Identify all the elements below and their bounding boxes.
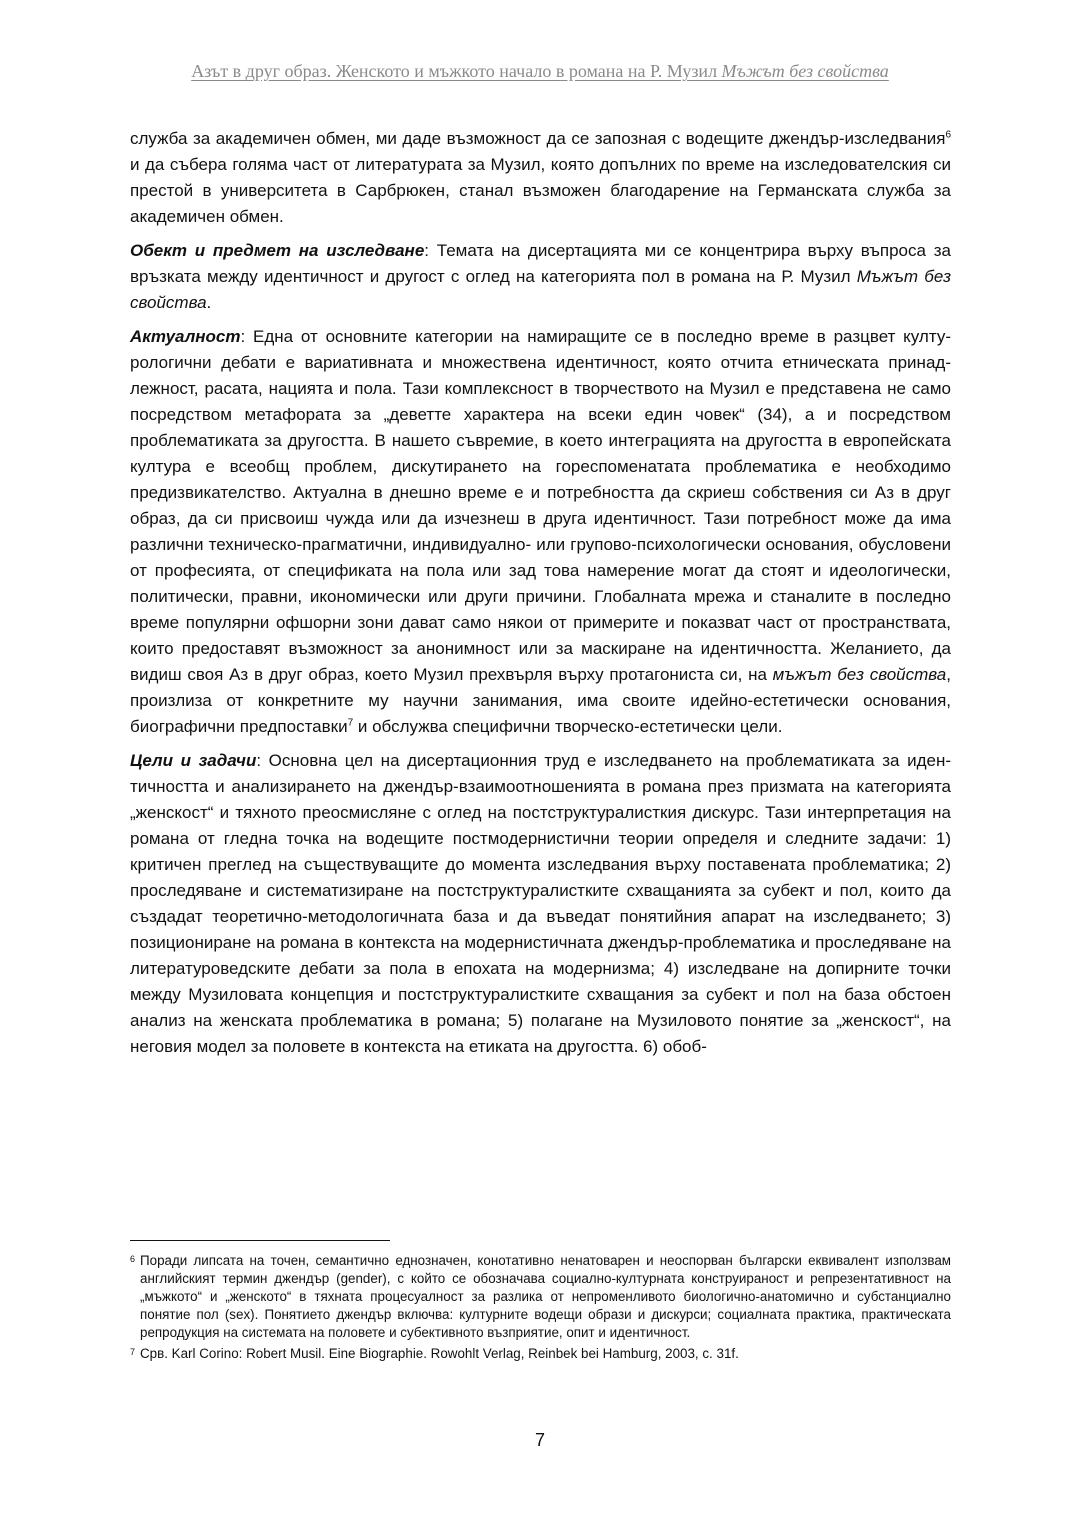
footnote-7 <box>130 1345 951 1363</box>
paragraph-intro <box>130 126 951 230</box>
paragraph-text: служба за академичен обмен, ми даде възможност да се запозная с водещите джендър-изследвания <box>130 129 946 148</box>
body-text <box>130 126 951 1068</box>
paragraph-object <box>130 238 951 316</box>
section-lead-object: Обект и предмет на изследване <box>130 241 425 260</box>
paragraph-text: , произлиза от конкретните му научни занимания, има своите идейно-естетически основания, биографични предпоставки <box>130 665 951 736</box>
running-header-title: Азът в друг образ. Женското и мъжкото начало в романа на Р. Музил <box>191 61 722 81</box>
paragraph-text: : Една от основните категории на намиращите се в последно време в разцвет културологични дебати е вариативната и множествена идентичност, която отчита етническата принадлежност, расата, нацията и пола. Тази комплексност в творчеството на Музил е представена не само посредством метафората за „деветте характера на всеки един човек“ (34), а и посредством проблематиката за другостта. В нашето съвремие, в което интеграцията на другостта в европейската култура е всеобщ проблем, дискутирането на гореспоменатата проблематика е необходимо предизвикателство. Актуална в днешно време е и потребността да скриеш собствения си Аз в друг образ, да си присвоиш чужда или да изчезнеш в друга идентичност. Тази потребност може да има различни техническо-прагматични, индивидуално- или групово-психологически основания, обусловени от професията, от спецификата на пола или зад това намерение могат да стоят и идеологически, политически, правни, икономически или други причини. Глобалната мрежа и станалите в последно време популярни офшорни зони дават само някои от примерите и показват част от пространствата, които предоставят възможност за анонимност или за маскиране на идентичността. Желанието, да видиш своя Аз в друг образ, което Музил прехвърля върху протагониста си, на <box>130 327 951 684</box>
section-lead-relevance: Актуалност <box>130 327 241 346</box>
paragraph-text: : Основна цел на дисертационния труд е изследването на проблематиката за идентичността и анализирането на джендър-взаимоотношенията в романа през призмата на категорията „женскост“ и тяхното преосмисляне с оглед на постструктуралисткия дискурс. Тази интерпретация на романа от гледна точка на водещите постмодернистични теории определя и следните задачи: 1) критичен преглед на съществуващите до момента изследвания върху поставената проблематика; 2) проследяване и систематизиране на постструктуралистките схващанията за субект и пол, които да създадат теоретично-методологичната база и да въведат понятийния апарат на изследването; 3) позициониране на романа в контекста на модернистичната джендър-проблематика и проследяване на литературоведските дебати за пола в епохата на модернизма; 4) изследване на допирните точки между Музиловата концепция и постструктуралистките схващания за субект и пол на база обстоен анализ на женската проблематика в романа; 5) полагане на Музиловото понятие за „женскост“, на неговия модел за половете в контекста на етиката на другостта. 6) обоб- <box>130 751 951 1056</box>
book-title-italic: мъжът без свойства <box>772 665 947 684</box>
book-title-italic: Мъжът без свойства <box>130 267 951 312</box>
paragraph-text: и да събера голяма част от литературата за Музил, която допълних по време на изследователския си престой в университета в Сарбрюкен, станал възможен благодарение на Германската служба за академичен обмен. <box>130 155 951 226</box>
paragraph-goals <box>130 748 951 1060</box>
footnote-number: 7 <box>130 1347 136 1357</box>
footnote-text: Поради липсата на точен, семантично еднозначен, конотативно ненатоварен и неоспорван български еквивалент използвам английският термин джендър (gender), с който се обозначава социално-културната конструираност и репрезентативност на „мъжкото“ и „женското“ в тяхната процесуалност за разлика от непроменливото биологично-анатомично и субстанциално понятие пол (sex). Понятието джендър включва: културните водещи образи и дискурси; социалната практика, практическата репродукция на системата на половете и субективното възприятие, опит и идентичност. <box>140 1253 951 1340</box>
footnote-separator <box>130 1240 390 1241</box>
footnotes <box>130 1252 951 1366</box>
section-lead-goals: Цели и задачи <box>130 751 257 770</box>
footnote-number: 6 <box>130 1254 136 1264</box>
footnote-ref-7[interactable]: 7 <box>347 717 354 729</box>
paragraph-relevance <box>130 324 951 740</box>
footnote-ref-6[interactable]: 6 <box>945 129 951 141</box>
running-header <box>0 61 1080 82</box>
paragraph-text: и обслужва специфични творческо-естетически цели. <box>353 717 783 736</box>
footnote-text: Срв. Karl Corino: Robert Musil. Eine Biographie. Rowohlt Verlag, Reinbek bei Hamburg, 2003, с. 31f. <box>140 1346 739 1361</box>
page-number: 7 <box>534 1430 545 1450</box>
paragraph-text: : Темата на дисертацията ми се концентрира върху въпроса за връзката между идентичност и другост с оглед на категорията пол в романа на Р. Музил <box>130 241 951 286</box>
footnote-6 <box>130 1252 951 1342</box>
running-header-book-title: Мъжът без свойства <box>721 61 889 81</box>
paragraph-text: . <box>206 293 212 312</box>
